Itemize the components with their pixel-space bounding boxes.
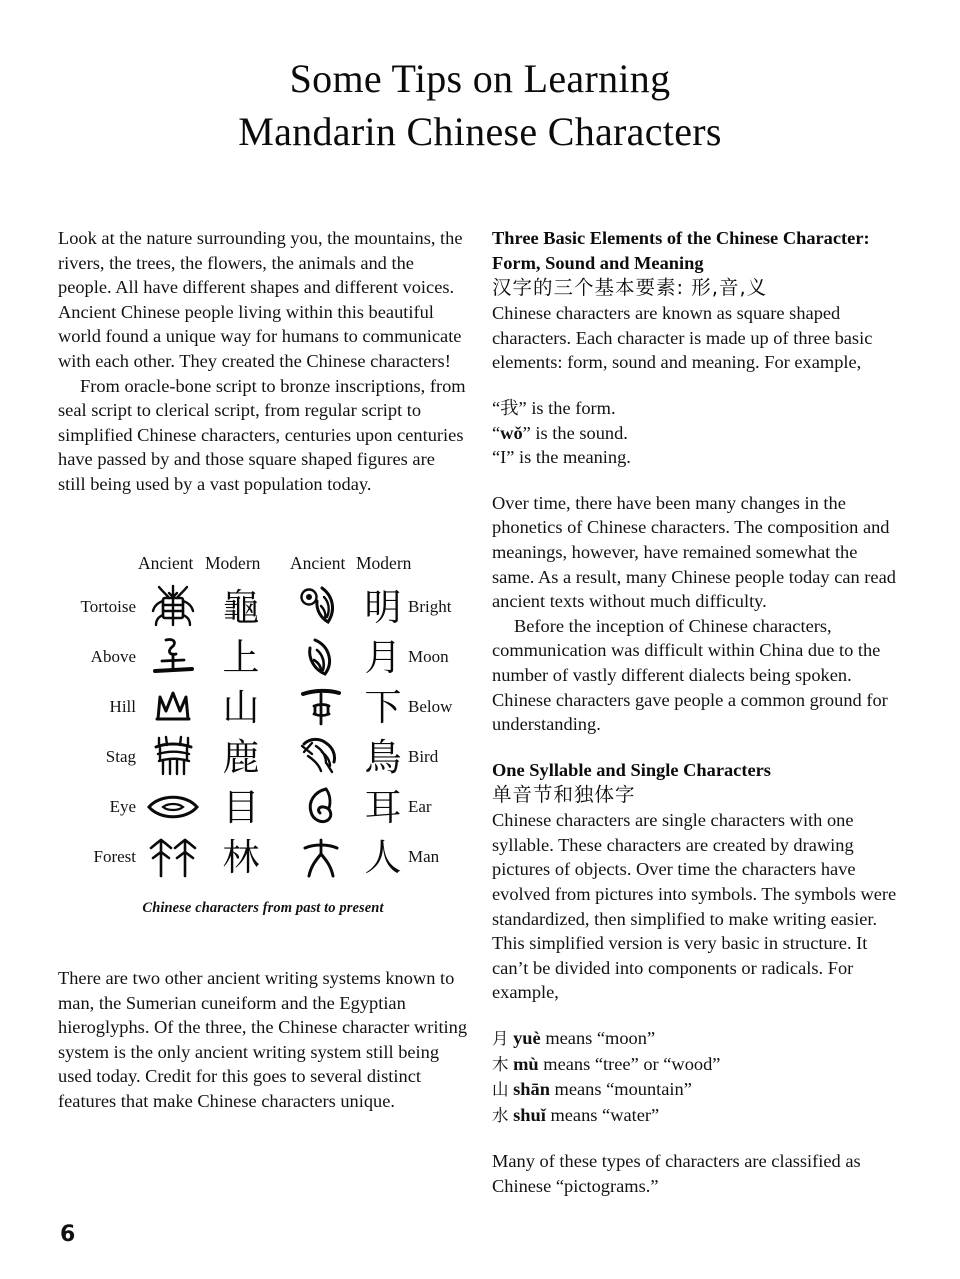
row-label-right: Moon xyxy=(408,647,449,666)
word-examples xyxy=(492,1026,900,1128)
modern-character-left: 上 xyxy=(222,635,260,679)
word-example-tree xyxy=(492,1052,900,1078)
gloss: means “tree” or “wood” xyxy=(543,1053,721,1074)
section-heading-1-line-1: Three Basic Elements of the Chinese Character: xyxy=(492,228,870,248)
pinyin: shuǐ xyxy=(513,1104,546,1125)
han-character: 山 xyxy=(492,1080,509,1100)
row-label-left: Above xyxy=(90,647,136,666)
right-paragraph-4: Chinese characters are single characters with one syllable. These characters are created by drawing pictures of objects. Over time the characters have evolved from pictures into symbols. The symbols were standardized, then simplified to make writing easier. This simplified version is very basic in structure. It can’t be divided into components or radicals. For example, xyxy=(492,810,897,1003)
pinyin: yuè xyxy=(513,1028,541,1049)
modern-character-left: 目 xyxy=(222,785,260,829)
right-paragraph-5: Many of these types of characters are classified as Chinese “pictograms.” xyxy=(492,1151,861,1196)
table-row xyxy=(58,632,468,682)
modern-character-left: 鹿 xyxy=(222,735,260,779)
figure-header-ancient-1: Ancient xyxy=(138,553,194,573)
ear-oracle-glyph xyxy=(290,782,352,832)
bird-oracle-glyph xyxy=(290,732,352,782)
forest-oracle-glyph xyxy=(142,832,204,882)
below-oracle-glyph xyxy=(290,682,352,732)
row-label-right: Bright xyxy=(408,597,452,616)
example-sound-rest: is the sound. xyxy=(535,422,628,443)
table-row xyxy=(58,682,468,732)
moon-oracle-glyph xyxy=(290,632,352,682)
character-evolution-figure xyxy=(58,552,468,917)
han-character: 水 xyxy=(492,1105,509,1125)
section-heading-2: One Syllable and Single Characters xyxy=(492,759,771,780)
page-number: 6 xyxy=(60,1222,76,1247)
figure-header-row xyxy=(58,552,468,578)
left-paragraph-1: Look at the nature surrounding you, the mountains, the rivers, the trees, the flowers, the animals and the people. All have different shapes and different voices. Ancient Chinese people living within this beautiful world found a unique way for humans to communicate with each other. They created the Chinese characters! xyxy=(58,228,463,371)
han-character: 木 xyxy=(492,1054,509,1074)
table-row xyxy=(58,582,468,632)
figure-header-modern-2: Modern xyxy=(356,553,412,573)
left-column xyxy=(58,226,466,497)
example-sound-pinyin: wǒ xyxy=(500,422,523,443)
row-label-left: Forest xyxy=(93,847,136,866)
section-heading-2-chinese: 单音节和独体字 xyxy=(492,783,636,807)
han-character: 月 xyxy=(492,1029,509,1049)
left-paragraph-3: There are two other ancient writing systems known to man, the Sumerian cuneiform and the Egyptian hieroglyphs. Of the three, the Chinese character writing system is the only ancient writing system still being used today. Credit for this goes to several distinct features that make Chinese characters unique. xyxy=(58,968,468,1111)
gloss: means “mountain” xyxy=(554,1079,692,1100)
word-example-water xyxy=(492,1103,900,1129)
example-form: “我” is the form. xyxy=(492,397,616,418)
tortoise-oracle-glyph xyxy=(142,582,204,632)
modern-character-right: 下 xyxy=(364,685,402,729)
row-label-right: Ear xyxy=(408,797,432,816)
gloss: means “moon” xyxy=(545,1028,656,1049)
figure-grid xyxy=(58,582,468,882)
page-title xyxy=(0,52,960,158)
row-label-left: Stag xyxy=(105,747,136,766)
modern-character-left: 龜 xyxy=(222,585,260,629)
modern-character-right: 人 xyxy=(364,835,402,879)
title-line-1: Some Tips on Learning xyxy=(289,56,671,101)
bright-oracle-glyph xyxy=(290,582,352,632)
modern-character-right: 月 xyxy=(364,635,402,679)
table-row xyxy=(58,832,468,882)
section-heading-1-line-2: Form, Sound and Meaning xyxy=(492,252,704,273)
pinyin: shān xyxy=(513,1079,550,1100)
row-label-left: Eye xyxy=(109,797,136,816)
left-column-lower xyxy=(58,966,468,1114)
modern-character-right: 耳 xyxy=(364,785,402,829)
row-label-right: Below xyxy=(408,697,453,716)
table-row xyxy=(58,782,468,832)
title-line-2: Mandarin Chinese Characters xyxy=(238,109,722,154)
example-meaning: “I” is the meaning. xyxy=(492,447,631,468)
example-sound: “wǒ” is the sound. xyxy=(492,422,628,443)
man-oracle-glyph xyxy=(290,832,352,882)
figure-caption: Chinese characters from past to present xyxy=(142,900,384,916)
figure-header-ancient-2: Ancient xyxy=(290,553,346,573)
word-example-mountain xyxy=(492,1077,900,1103)
form-sound-meaning-examples xyxy=(492,396,900,470)
row-label-left: Hill xyxy=(109,697,136,716)
row-label-left: Tortoise xyxy=(80,597,136,616)
right-paragraph-3: Before the inception of Chinese characters, communication was difficult within China due to the number of vastly different dialects being spoken. Chinese characters gave people a common ground for understanding. xyxy=(492,615,888,735)
row-label-right: Man xyxy=(408,847,440,866)
row-label-right: Bird xyxy=(408,747,439,766)
modern-character-left: 林 xyxy=(222,835,260,879)
figure-header-modern-1: Modern xyxy=(205,553,261,573)
hill-oracle-glyph xyxy=(142,682,204,732)
gloss: means “water” xyxy=(550,1104,660,1125)
pinyin: mù xyxy=(513,1053,539,1074)
right-column xyxy=(492,226,900,1199)
right-paragraph-2: Over time, there have been many changes in the phonetics of Chinese characters. The composition and meanings, however, have remained somewhat the same. As a result, many Chinese people today can read ancient texts without much difficulty. xyxy=(492,492,896,612)
above-oracle-glyph xyxy=(142,632,204,682)
section-heading-1-chinese: 汉字的三个基本要素: 形,音,义 xyxy=(492,276,768,300)
modern-character-right: 鳥 xyxy=(364,735,402,779)
right-paragraph-1: Chinese characters are known as square shaped characters. Each character is made up of three basic elements: form, sound and meaning. For example, xyxy=(492,303,873,373)
eye-oracle-glyph xyxy=(142,782,204,832)
word-example-moon xyxy=(492,1026,900,1052)
stag-oracle-glyph xyxy=(142,732,204,782)
left-paragraph-2: From oracle-bone script to bronze inscriptions, from seal script to clerical script, from regular script to simplified Chinese characters, centuries upon centuries have passed by and those square shaped figures are still being used by a vast population today. xyxy=(58,375,466,494)
modern-character-right: 明 xyxy=(364,585,402,629)
modern-character-left: 山 xyxy=(222,685,260,729)
table-row xyxy=(58,732,468,782)
